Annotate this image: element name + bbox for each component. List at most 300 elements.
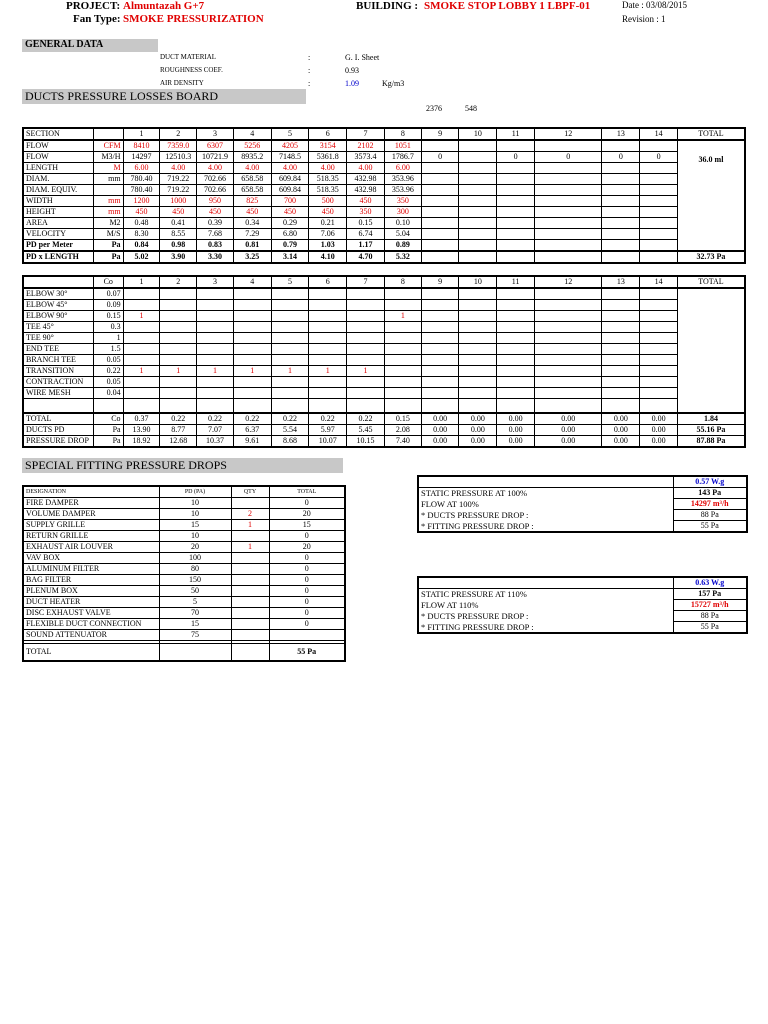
summary-row: [418, 510, 747, 521]
building-value: SMOKE STOP LOBBY 1 LBPF-01: [424, 0, 591, 12]
totals-total: 55.16 Pa: [677, 424, 745, 435]
fitting-row: [23, 388, 745, 399]
row-unit: M3/H: [93, 152, 123, 163]
fitting-qty: [421, 377, 459, 388]
fitting-row: [23, 311, 745, 322]
special-row: [23, 630, 345, 641]
special-total: 0: [269, 553, 345, 564]
totals-total: 1.84: [677, 413, 745, 425]
fitting-co: 0.05: [93, 377, 123, 388]
special-qty: [231, 619, 269, 630]
cell-value: 0: [535, 152, 602, 163]
cell-value: [497, 207, 535, 218]
cell-value: 4.70: [347, 251, 385, 263]
table-row: [23, 207, 745, 218]
cell-value: 353.96: [384, 174, 421, 185]
total-cell: 36.0 ml: [677, 140, 745, 251]
cell-value: 1.03: [309, 240, 347, 252]
fitting-co: 0.09: [93, 300, 123, 311]
row-label: HEIGHT: [23, 207, 93, 218]
cell-value: [459, 174, 497, 185]
totals-row: [23, 435, 745, 447]
fittings-table: [22, 275, 746, 448]
cell-value: 4.00: [160, 163, 197, 174]
totals-value: 18.92: [123, 435, 160, 447]
summary-blank: [418, 577, 673, 589]
cell-value: 825: [233, 196, 271, 207]
cell-value: 12: [535, 128, 602, 140]
fitting-qty: [384, 377, 421, 388]
cell-value: 5361.8: [309, 152, 347, 163]
totals-value: 0.00: [421, 413, 459, 425]
summary-100-table: [417, 475, 748, 533]
cell-value: [602, 251, 640, 263]
special-name: FIRE DAMPER: [23, 498, 159, 509]
special-row: [23, 509, 345, 520]
special-name: DISC EXHAUST VALVE: [23, 608, 159, 619]
cell-value: 5.04: [384, 229, 421, 240]
cell-value: [497, 185, 535, 196]
cell-value: 3.25: [233, 251, 271, 263]
cell-value: [640, 229, 678, 240]
special-total: [269, 630, 345, 641]
cell-value: 0: [497, 152, 535, 163]
cell-value: [602, 174, 640, 185]
totals-total: 87.88 Pa: [677, 435, 745, 447]
fitting-qty: [602, 377, 640, 388]
cell-value: 6.00: [123, 163, 160, 174]
special-name: PLENUM BOX: [23, 586, 159, 597]
cell-value: 7148.5: [271, 152, 309, 163]
general-separator: :: [308, 53, 311, 62]
cell-value: 0: [602, 152, 640, 163]
cell-value: [421, 140, 459, 152]
totals-value: 0.00: [602, 435, 640, 447]
cell-value: [535, 207, 602, 218]
totals-value: 0.00: [459, 435, 497, 447]
fitting-label: TEE 90°: [23, 333, 93, 344]
special-row: [23, 575, 345, 586]
summary-label: * FITTING PRESSURE DROP :: [418, 622, 673, 634]
cell-value: 8935.2: [233, 152, 271, 163]
special-row: [23, 553, 345, 564]
totals-label: PRESSURE DROP: [23, 435, 93, 447]
cell-value: 6.80: [271, 229, 309, 240]
row-unit: CFM: [93, 140, 123, 152]
fitting-qty: [347, 344, 385, 355]
fitting-qty: [497, 333, 535, 344]
totals-value: 2.08: [384, 424, 421, 435]
fitting-co: 0.3: [93, 322, 123, 333]
totals-unit: Co: [93, 413, 123, 425]
fitting-qty: [271, 344, 309, 355]
fitting-qty: [384, 366, 421, 377]
fitting-qty: [640, 288, 678, 300]
fitting-qty: [497, 344, 535, 355]
general-separator: :: [308, 66, 311, 75]
special-qty: [231, 630, 269, 641]
cell-value: 658.58: [233, 174, 271, 185]
fitting-qty: [160, 399, 197, 413]
cell-value: [497, 229, 535, 240]
column-header: 9: [421, 276, 459, 288]
fitting-qty: [384, 322, 421, 333]
cell-value: 0.15: [347, 218, 385, 229]
cell-value: 8: [384, 128, 421, 140]
table-row: [23, 218, 745, 229]
special-total-value: 55 Pa: [269, 644, 345, 662]
fitting-qty: [233, 377, 271, 388]
fitting-qty: [459, 322, 497, 333]
cell-value: [459, 140, 497, 152]
fitting-qty: [640, 399, 678, 413]
fitting-qty: [123, 377, 160, 388]
fitting-qty: [640, 388, 678, 399]
cell-value: [640, 207, 678, 218]
revision-text: Revision : 1: [622, 14, 666, 24]
fitting-qty: [459, 288, 497, 300]
summary-value: 88 Pa: [673, 510, 747, 521]
fitting-qty: [384, 333, 421, 344]
special-pd: 75: [159, 630, 231, 641]
fitting-qty: [497, 300, 535, 311]
cell-value: [459, 196, 497, 207]
cell-value: 6307: [197, 140, 234, 152]
fitting-row: [23, 333, 745, 344]
column-header: 14: [640, 276, 678, 288]
fitting-co: 1.5: [93, 344, 123, 355]
cell-value: 4205: [271, 140, 309, 152]
fitting-qty: [602, 311, 640, 322]
fitting-qty: [602, 399, 640, 413]
cell-value: 450: [309, 207, 347, 218]
fitting-qty: [309, 333, 347, 344]
cell-value: [459, 240, 497, 252]
special-pd: 10: [159, 531, 231, 542]
special-total: 0: [269, 597, 345, 608]
fitting-label: TRANSITION: [23, 366, 93, 377]
cell-value: 0.83: [197, 240, 234, 252]
special-total: 15: [269, 520, 345, 531]
special-name: VAV BOX: [23, 553, 159, 564]
special-total: 0: [269, 564, 345, 575]
summary-label: FLOW AT 100%: [418, 499, 673, 510]
fitting-qty: [160, 300, 197, 311]
special-header: QTY: [231, 486, 269, 498]
cell-value: [640, 174, 678, 185]
cell-value: 719.22: [160, 185, 197, 196]
fitting-qty: [535, 388, 602, 399]
totals-label: DUCTS PD: [23, 424, 93, 435]
totals-value: 0.00: [640, 424, 678, 435]
fitting-qty: [421, 388, 459, 399]
row-unit: M2: [93, 218, 123, 229]
totals-value: 0.00: [459, 424, 497, 435]
cell-value: 300: [384, 207, 421, 218]
cell-value: 700: [271, 196, 309, 207]
fitting-qty: [271, 322, 309, 333]
cell-value: [421, 196, 459, 207]
cell-value: 5256: [233, 140, 271, 152]
fitting-qty: [347, 399, 385, 413]
fitting-qty: [160, 288, 197, 300]
special-qty: 1: [231, 542, 269, 553]
cell-value: 1000: [160, 196, 197, 207]
special-pd: 10: [159, 509, 231, 520]
row-label: LENGTH: [23, 163, 93, 174]
special-row: [23, 586, 345, 597]
special-row: [23, 498, 345, 509]
fitting-qty: [497, 311, 535, 322]
totals-unit: Pa: [93, 424, 123, 435]
special-row: [23, 542, 345, 553]
fitting-qty: [459, 399, 497, 413]
cell-value: 6: [309, 128, 347, 140]
cell-value: 0.89: [384, 240, 421, 252]
special-name: SOUND ATTENUATOR: [23, 630, 159, 641]
fitting-label: CONTRACTION: [23, 377, 93, 388]
board-number-1: 2376: [426, 104, 442, 113]
cell-value: 702.66: [197, 174, 234, 185]
special-row: [23, 597, 345, 608]
fitting-row: [23, 377, 745, 388]
special-total: 0: [269, 608, 345, 619]
fitting-qty: [421, 322, 459, 333]
row-unit: [93, 128, 123, 140]
fitting-qty: [421, 355, 459, 366]
cell-value: 0.81: [233, 240, 271, 252]
special-pd: 80: [159, 564, 231, 575]
cell-value: 0.21: [309, 218, 347, 229]
fitting-qty: [309, 311, 347, 322]
fitting-qty: [421, 366, 459, 377]
row-unit: M/S: [93, 229, 123, 240]
row-label: [23, 276, 93, 288]
fitting-qty: [602, 355, 640, 366]
fitting-qty: [384, 300, 421, 311]
fitting-qty: [384, 399, 421, 413]
fitting-qty: [384, 288, 421, 300]
fitting-qty: [535, 333, 602, 344]
totals-label: TOTAL: [23, 413, 93, 425]
special-name: DUCT HEATER: [23, 597, 159, 608]
cell-value: 4.00: [271, 163, 309, 174]
fitting-qty: [497, 399, 535, 413]
fitting-qty: [535, 377, 602, 388]
cell-value: [459, 152, 497, 163]
fitting-qty: [497, 288, 535, 300]
cell-value: 0.41: [160, 218, 197, 229]
special-qty: [231, 575, 269, 586]
fitting-row: [23, 322, 745, 333]
special-total: 0: [269, 498, 345, 509]
cell-value: [602, 185, 640, 196]
cell-value: [640, 240, 678, 252]
cell-value: 500: [309, 196, 347, 207]
row-label: FLOW: [23, 152, 93, 163]
total-cell: [677, 288, 745, 413]
totals-value: 0.00: [535, 413, 602, 425]
special-pd: 15: [159, 520, 231, 531]
fitting-qty: [459, 300, 497, 311]
fitting-row: [23, 344, 745, 355]
summary-110-table: [417, 576, 748, 634]
cell-value: 0.98: [160, 240, 197, 252]
cell-value: 2102: [347, 140, 385, 152]
cell-value: 5.32: [384, 251, 421, 263]
general-separator: :: [308, 79, 311, 88]
fitting-qty: [160, 388, 197, 399]
fitting-qty: [640, 355, 678, 366]
cell-value: [535, 240, 602, 252]
special-row: [23, 619, 345, 630]
fantype-value: SMOKE PRESSURIZATION: [123, 13, 264, 25]
fitting-label: END TEE: [23, 344, 93, 355]
special-header: PD (PA): [159, 486, 231, 498]
summary-row: [418, 521, 747, 533]
special-pd: 20: [159, 542, 231, 553]
fitting-qty: [347, 288, 385, 300]
fitting-qty: [459, 344, 497, 355]
cell-value: 4.00: [233, 163, 271, 174]
fitting-qty: [309, 344, 347, 355]
fitting-qty: 1: [347, 366, 385, 377]
special-pd: 150: [159, 575, 231, 586]
cell-value: [640, 163, 678, 174]
table-row: [23, 240, 745, 252]
cell-value: 5: [271, 128, 309, 140]
cell-value: 0.29: [271, 218, 309, 229]
fitting-qty: [535, 355, 602, 366]
cell-value: 4.00: [347, 163, 385, 174]
cell-value: 719.22: [160, 174, 197, 185]
fitting-qty: [459, 377, 497, 388]
totals-value: 13.90: [123, 424, 160, 435]
cell-value: [535, 185, 602, 196]
cell-value: 4.10: [309, 251, 347, 263]
fitting-qty: [459, 333, 497, 344]
column-header: 10: [459, 276, 497, 288]
fitting-qty: [421, 288, 459, 300]
cell-value: 1051: [384, 140, 421, 152]
special-name: RETURN GRILLE: [23, 531, 159, 542]
table-row: [23, 140, 745, 152]
special-name: SUPPLY GRILLE: [23, 520, 159, 531]
cell-value: 0.39: [197, 218, 234, 229]
general-label: AIR DENSITY: [160, 79, 204, 87]
duct-section-table: [22, 127, 746, 264]
fitting-qty: [602, 344, 640, 355]
summary-value: 14297 m³/h: [673, 499, 747, 510]
table-row: [23, 185, 745, 196]
cell-value: [535, 229, 602, 240]
totals-value: 0.00: [535, 435, 602, 447]
special-header: TOTAL: [269, 486, 345, 498]
cell-value: [640, 218, 678, 229]
fitting-qty: [233, 322, 271, 333]
cell-value: 3.90: [160, 251, 197, 263]
fitting-qty: [497, 322, 535, 333]
column-header: 12: [535, 276, 602, 288]
fitting-qty: [384, 388, 421, 399]
fitting-qty: [160, 344, 197, 355]
total-header: TOTAL: [677, 276, 745, 288]
totals-value: 0.15: [384, 413, 421, 425]
special-pd: 50: [159, 586, 231, 597]
cell-value: 7359.0: [160, 140, 197, 152]
cell-value: 3.30: [197, 251, 234, 263]
cell-value: 450: [123, 207, 160, 218]
total-cell: 32.73 Pa: [677, 251, 745, 263]
totals-value: 0.22: [271, 413, 309, 425]
cell-value: 8410: [123, 140, 160, 152]
fitting-qty: [347, 300, 385, 311]
special-qty: 1: [231, 520, 269, 531]
totals-value: 0.00: [602, 413, 640, 425]
totals-value: 5.97: [309, 424, 347, 435]
special-name: BAG FILTER: [23, 575, 159, 586]
summary-row: [418, 611, 747, 622]
fitting-qty: [197, 377, 234, 388]
row-label: FLOW: [23, 140, 93, 152]
cell-value: 450: [160, 207, 197, 218]
row-label: PD per Meter: [23, 240, 93, 252]
summary-value: 15727 m³/h: [673, 600, 747, 611]
cell-value: [497, 196, 535, 207]
fitting-qty: [459, 355, 497, 366]
fitting-qty: [497, 355, 535, 366]
summary-value: 55 Pa: [673, 521, 747, 533]
totals-value: 0.00: [497, 413, 535, 425]
totals-value: 6.37: [233, 424, 271, 435]
fitting-co: [93, 399, 123, 413]
cell-value: 10721.9: [197, 152, 234, 163]
cell-value: 450: [233, 207, 271, 218]
fitting-label: ELBOW 45°: [23, 300, 93, 311]
special-total-blank: [159, 644, 231, 662]
fitting-qty: [123, 300, 160, 311]
fitting-co: 0.04: [93, 388, 123, 399]
fitting-qty: [160, 355, 197, 366]
column-header: 11: [497, 276, 535, 288]
cell-value: 2: [160, 128, 197, 140]
project-label: PROJECT:: [66, 0, 121, 12]
cell-value: [535, 140, 602, 152]
special-total: 20: [269, 542, 345, 553]
fitting-qty: [535, 344, 602, 355]
board-title: DUCTS PRESSURE LOSSES BOARD: [25, 89, 219, 103]
totals-value: 10.37: [197, 435, 234, 447]
fitting-qty: [197, 311, 234, 322]
summary-label: STATIC PRESSURE AT 110%: [418, 589, 673, 600]
general-value: 0.93: [345, 66, 359, 75]
fitting-qty: [602, 366, 640, 377]
special-pd: 10: [159, 498, 231, 509]
cell-value: 4: [233, 128, 271, 140]
fitting-qty: [640, 300, 678, 311]
fitting-qty: 1: [123, 366, 160, 377]
fitting-qty: [421, 311, 459, 322]
cell-value: [535, 163, 602, 174]
fitting-qty: [271, 300, 309, 311]
cell-value: 8.30: [123, 229, 160, 240]
fitting-co: 0.07: [93, 288, 123, 300]
cell-value: [602, 140, 640, 152]
summary-top-row: [418, 577, 747, 589]
fitting-qty: [309, 377, 347, 388]
cell-value: [602, 229, 640, 240]
cell-value: 6.74: [347, 229, 385, 240]
